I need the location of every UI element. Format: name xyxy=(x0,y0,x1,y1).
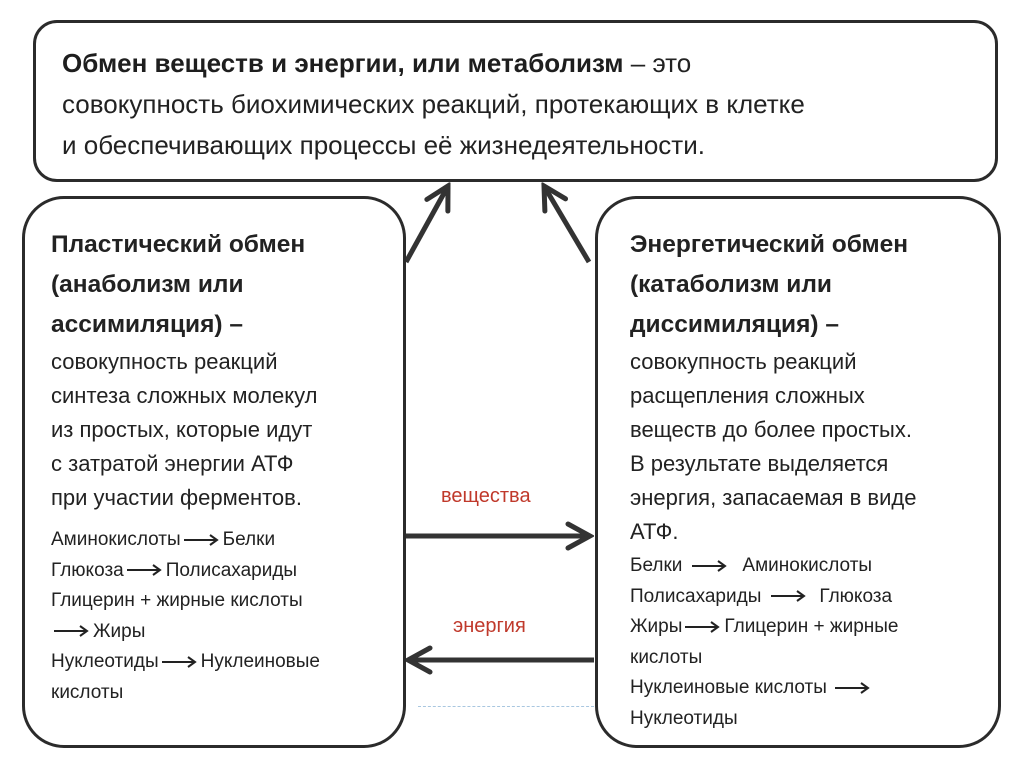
arrow-right-icon xyxy=(835,681,871,695)
definition-line-3: и обеспечивающих процессы её жизнедеятельности. xyxy=(62,130,705,160)
definition-line-1 xyxy=(62,43,969,84)
arrow-right-icon xyxy=(771,589,807,603)
reaction: Белки Аминокислоты xyxy=(630,555,873,576)
energy-reactions xyxy=(630,551,978,734)
plastic-desc-2: синтеза сложных молекул xyxy=(51,383,318,408)
reaction: Нуклеотиды Нуклеиновые xyxy=(51,651,320,672)
plastic-title-3: ассимиляция) – xyxy=(51,311,243,338)
energy-desc-6: АТФ. xyxy=(630,519,679,544)
reaction-continuation: Жиры xyxy=(51,617,381,648)
energy-desc-3: веществ до более простых. xyxy=(630,417,912,442)
reaction-continuation: кислоты xyxy=(51,681,124,703)
energy-desc-2: расщепления сложных xyxy=(630,383,865,408)
right-up-arrow xyxy=(544,186,589,262)
faint-dashed-line xyxy=(418,706,594,707)
definition-line-2: совокупность биохимических реакций, протекающих в клетке xyxy=(62,89,805,119)
substances-label: вещества xyxy=(441,485,531,507)
reaction: Нуклеиновые кислоты xyxy=(630,673,978,704)
plastic-title-2: (анаболизм или xyxy=(51,271,244,298)
plastic-metabolism-box xyxy=(22,196,406,748)
plastic-desc-3: из простых, которые идут xyxy=(51,417,313,442)
energy-title-1: Энергетический обмен xyxy=(630,231,909,258)
reaction: Жиры Глицерин + жирные xyxy=(630,616,899,637)
left-up-arrow xyxy=(406,186,448,262)
reaction: Полисахариды Глюкоза xyxy=(630,585,893,607)
arrow-right-icon xyxy=(127,563,163,577)
definition-term: Обмен веществ и энергии, или метаболизм xyxy=(62,48,624,78)
energy-metabolism-box xyxy=(595,196,1001,748)
energy-title-3: диссимиляция) – xyxy=(630,311,839,338)
energy-title-2: (катаболизм или xyxy=(630,271,832,298)
plastic-reactions xyxy=(51,525,381,708)
energy-label: энергия xyxy=(453,615,526,637)
plastic-desc-1: совокупность реакций xyxy=(51,349,278,374)
metabolism-definition-box xyxy=(33,20,998,182)
reaction-continuation: Нуклеотиды xyxy=(630,707,738,729)
arrow-right-icon xyxy=(692,559,728,573)
arrow-right-icon xyxy=(184,533,220,547)
reaction: Глицерин + жирные кислоты xyxy=(51,590,303,611)
plastic-title-1: Пластический обмен xyxy=(51,231,306,258)
energy-desc-4: В результате выделяется xyxy=(630,451,889,476)
plastic-desc-4: с затратой энергии АТФ xyxy=(51,451,294,476)
definition-dash: – это xyxy=(623,48,692,78)
energy-desc-5: энергия, запасаемая в виде xyxy=(630,485,917,510)
reaction: Глюкоза Полисахариды xyxy=(51,559,298,581)
reaction-continuation: кислоты xyxy=(630,646,703,668)
reaction: Аминокислоты Белки xyxy=(51,529,276,550)
arrow-right-icon xyxy=(685,620,721,634)
arrow-right-icon xyxy=(54,624,90,638)
arrow-right-icon xyxy=(162,655,198,669)
plastic-desc-5: при участии ферментов. xyxy=(51,485,302,510)
energy-desc-1: совокупность реакций xyxy=(630,349,857,374)
